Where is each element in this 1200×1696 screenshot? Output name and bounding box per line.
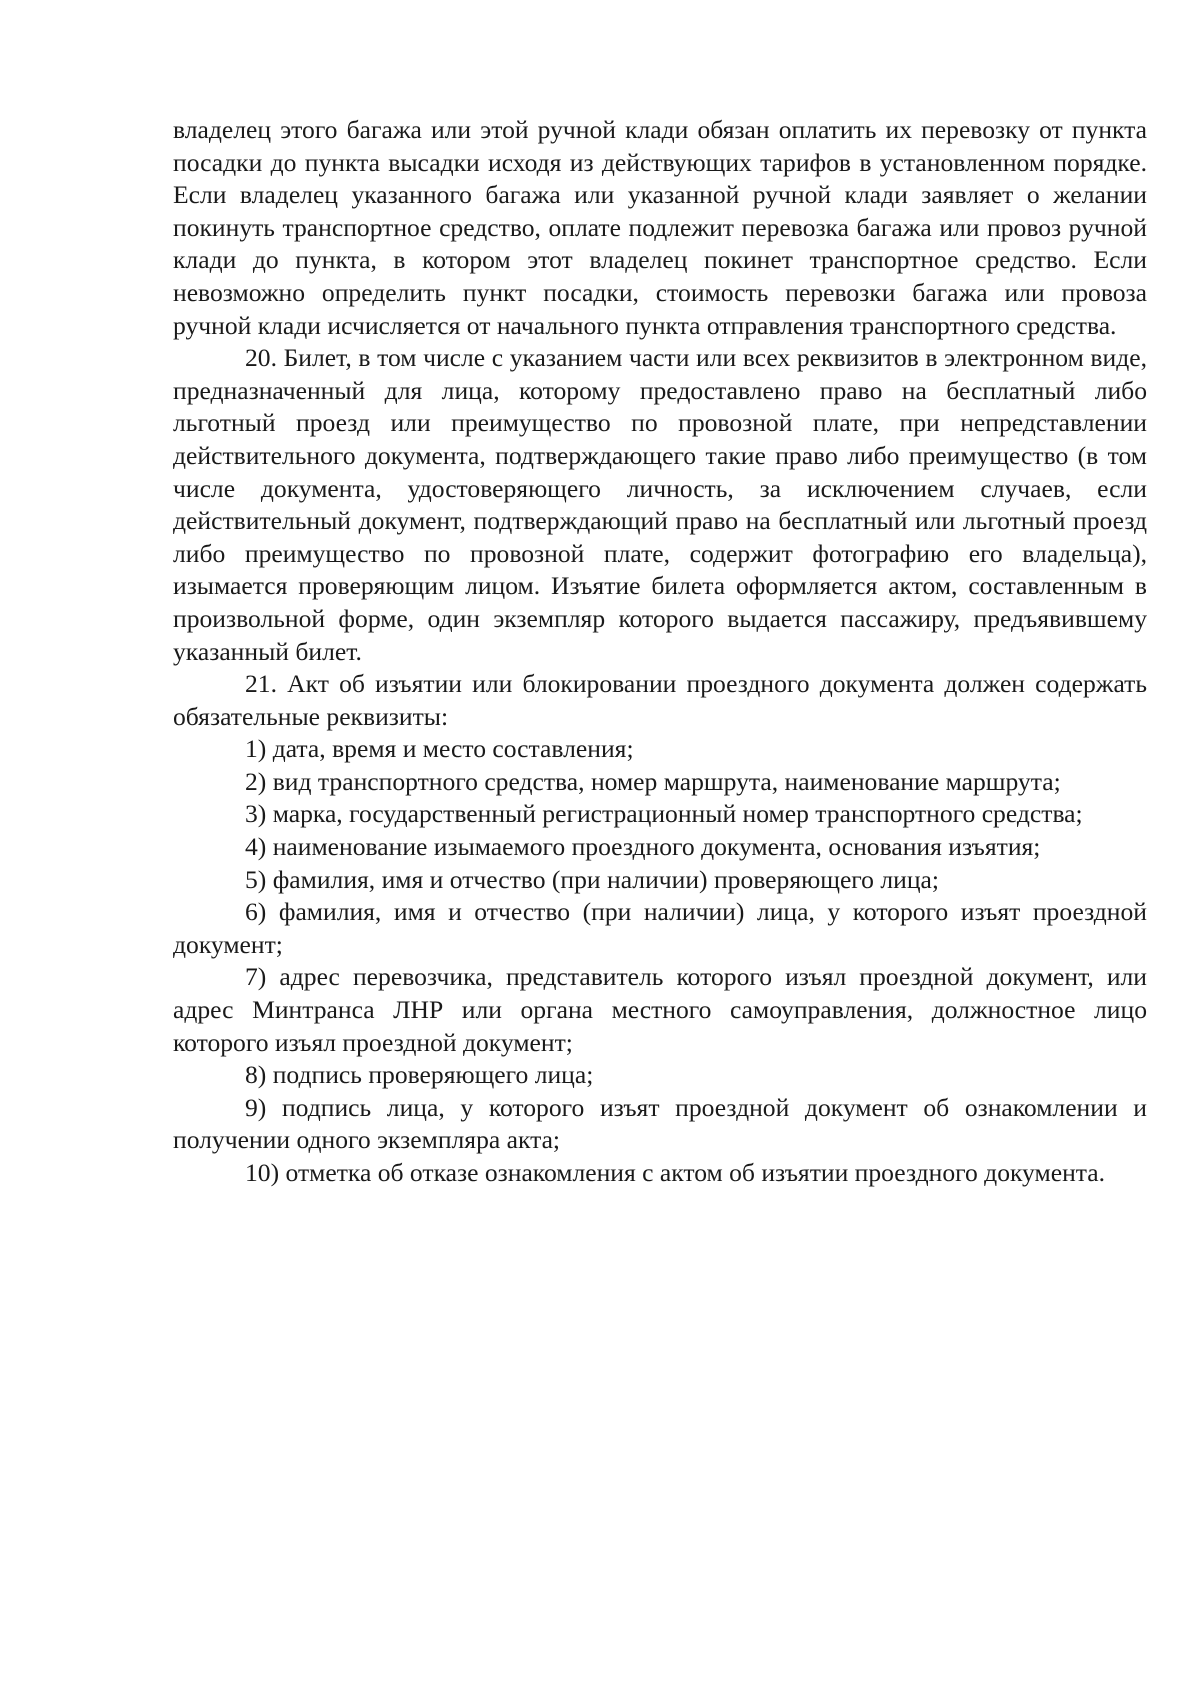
- paragraph-item-21: 21. Акт об изъятии или блокировании проездного документа должен содержать обязательные реквизиты:: [173, 669, 1147, 731]
- list-item-21-8: 8) подпись проверяющего лица;: [245, 1060, 594, 1090]
- list-item-21-5: 5) фамилия, имя и отчество (при наличии) проверяющего лица;: [245, 864, 939, 894]
- list-item-21-1: 1) дата, время и место составления;: [245, 734, 634, 764]
- list-item-21-2: 2) вид транспортного средства, номер маршрута, наименование маршрута;: [245, 766, 1061, 796]
- document-body: [173, 114, 1147, 1190]
- paragraph-item-20: 20. Билет, в том числе с указанием части или всех реквизитов в электронном виде, предназначенный для лица, которому предоставлено право на бесплатный либо льготный проезд или преимущество по провозной плате, при непредставлении действительного документа, подтверждающего такие право либо преимущество (в том числе документа, удостоверяющего личность, за исключением случаев, если действительный документ, подтверждающий право на бесплатный или льготный проезд либо преимущество по провозной плате, содержит фотографию его владельца), изымается проверяющим лицом. Изъятие билета оформляется актом, составленным в произвольной форме, один экземпляр которого выдается пассажиру, предъявившему указанный билет.: [173, 343, 1147, 666]
- list-item-21-6: 6) фамилия, имя и отчество (при наличии) лица, у которого изъят проездной документ;: [173, 897, 1147, 959]
- list-item-21-7: 7) адрес перевозчика, представитель которого изъял проездной документ, или адрес Минтранса ЛНР или органа местного самоуправления, должностное лицо которого изъял проездной документ;: [173, 962, 1147, 1057]
- list-item-21-3: 3) марка, государственный регистрационный номер транспортного средства;: [245, 799, 1083, 829]
- list-item-21-4: 4) наименование изымаемого проездного документа, основания изъятия;: [245, 832, 1041, 862]
- list-item-21-10: 10) отметка об отказе ознакомления с актом об изъятии проездного документа.: [245, 1158, 1106, 1187]
- list-item-21-9: 9) подпись лица, у которого изъят проездной документ об ознакомлении и получении одного экземпляра акта;: [173, 1092, 1147, 1155]
- paragraph-continuation: владелец этого багажа или этой ручной клади обязан оплатить их перевозку от пункта посадки до пункта высадки исходя из действующих тарифов в установленном порядке. Если владелец указанного багажа или указанной ручной клади заявляет о желании покинуть транспортное средство, оплате подлежит перевозка багажа или провоз ручной клади до пункта, в котором этот владелец покинет транспортное средство. Если невозможно определить пункт посадки, стоимость перевозки багажа или провоза ручной клади исчисляется от начального пункта отправления транспортного средства.: [173, 115, 1147, 340]
